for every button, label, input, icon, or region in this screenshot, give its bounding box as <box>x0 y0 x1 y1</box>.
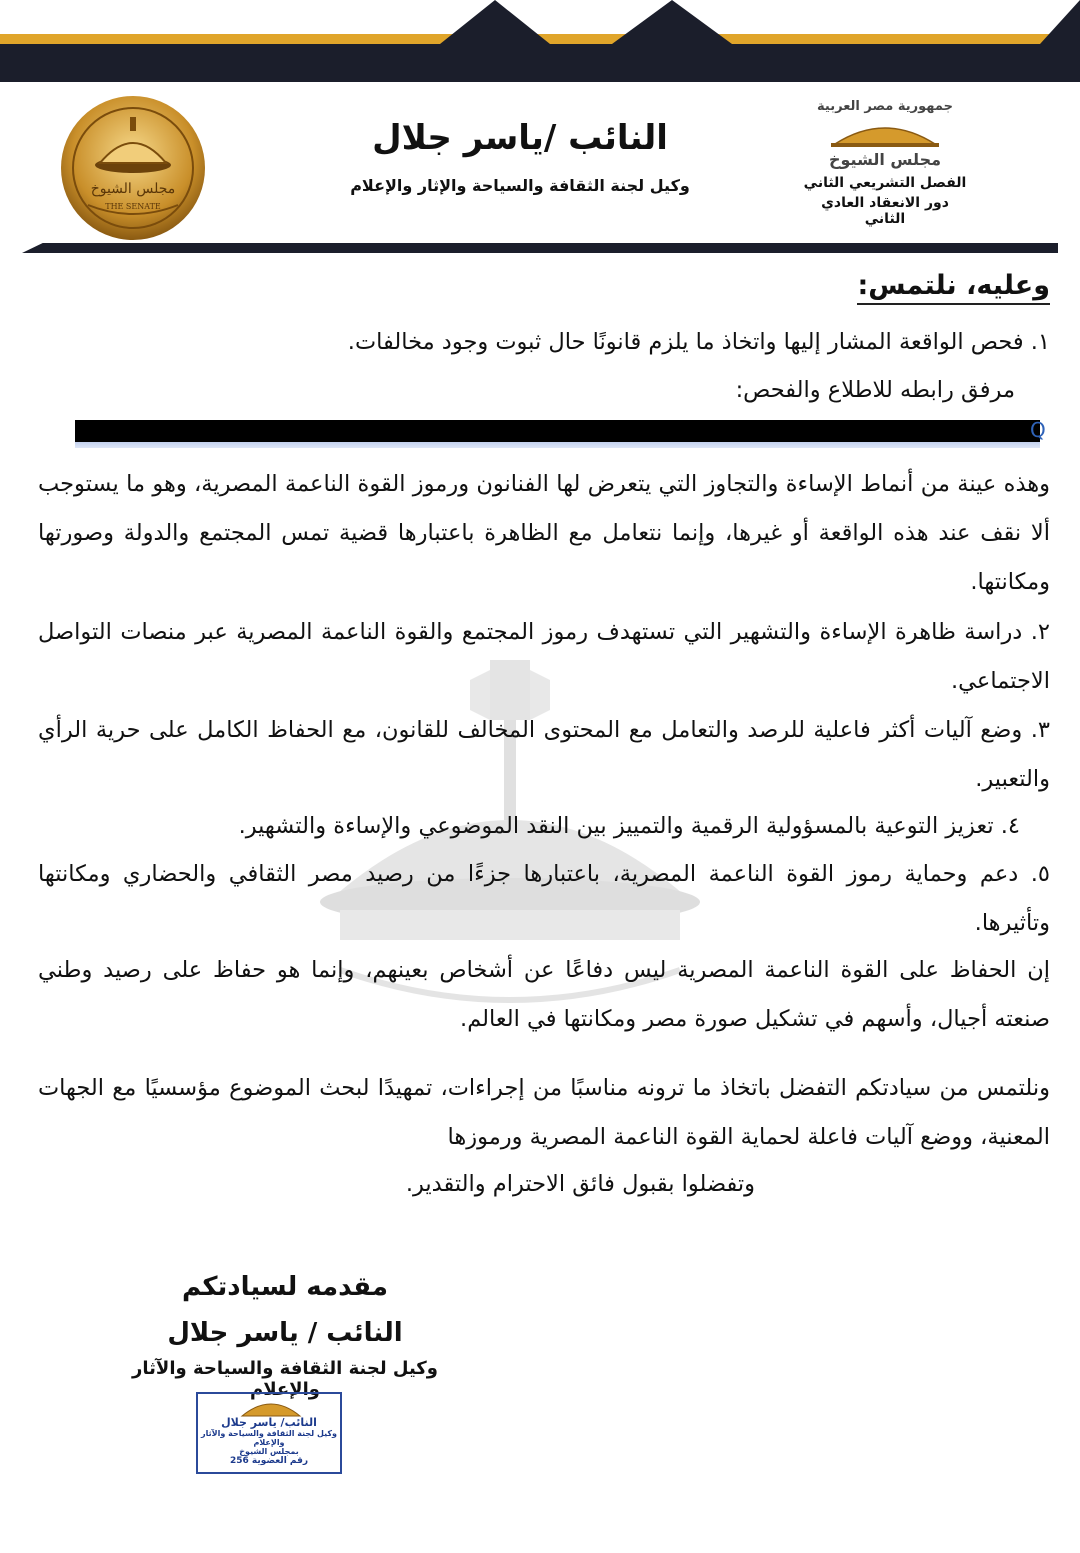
link-underline <box>75 442 1040 448</box>
stamp-role: وكيل لجنة الثقافة والسياحة والآثار والإعلام <box>201 1429 337 1447</box>
attachment-label: مرفق رابطه للاطلاع والفحص: <box>735 377 1015 403</box>
paragraph-heritage: إن الحفاظ على القوة الناعمة المصرية ليس دفاعًا عن أشخاص بعينهم، وإنما هو حفاظ على رصيد وطني صنعته أجيال، وأسهم في تشكيل صورة مصر ومكانتها في العالم. <box>38 957 1050 1032</box>
signature-intro: مقدمه لسيادتكم <box>182 1272 388 1302</box>
senate-seal-logo <box>60 95 206 241</box>
request-item-1: ١. فحص الواقعة المشار إليها واتخاذ ما يلزم قانونًا حال ثبوت وجود مخالفات. <box>347 329 1050 355</box>
letterhead-title: النائب /ياسر جلال <box>372 118 668 158</box>
signature-name: النائب / ياسر جلال <box>167 1318 403 1348</box>
senate-label: مجلس الشيوخ <box>828 150 942 169</box>
banner-notch <box>612 0 732 44</box>
request-item-5: ٥. دعم وحماية رموز القوة الناعمة المصرية، باعتبارها جزءًا من رصيد مصر الثقافي والحضاري ومكانتها وتأثيرها. <box>38 861 1050 936</box>
stamp-body: بمجلس الشيوخ <box>239 1447 299 1456</box>
official-stamp <box>196 1392 342 1474</box>
stamp-membership: رقم العضوية 256 <box>229 1456 309 1466</box>
paragraph-sample: وهذه عينة من أنماط الإساءة والتجاوز التي يتعرض لها الفنانون ورموز القوة الناعمة المصرية، وهو ما يستوجب ألا نقف عند هذه الواقعة أو غيرها، وإنما نتعامل مع الظاهرة باعتبارها قضية تمس المجتمع والدولة وصورتها ومكانتها. <box>38 471 1050 595</box>
signature-title: وكيل لجنة الثقافة والسياحة والآثار والإعلام <box>132 1358 438 1400</box>
banner-navy-band <box>0 44 1080 82</box>
stamp-dome-icon <box>238 1396 304 1418</box>
request-heading: وعليه، نلتمس: <box>857 270 1050 305</box>
legislative-term: الفصل التشريعي الثاني <box>803 175 967 191</box>
request-item-3: ٣. وضع آليات أكثر فاعلية للرصد والتعامل مع المحتوى المخالف للقانون، مع الحفاظ الكامل على حرية الرأي والتعبير. <box>38 717 1050 792</box>
banner-notch <box>1040 0 1080 44</box>
banner-notch <box>440 0 550 44</box>
request-item-4: ٤. تعزيز التوعية بالمسؤولية الرقمية والتمييز بين النقد الموضوعي والإساءة والتشهير. <box>238 813 1020 839</box>
dome-icon <box>825 118 945 148</box>
senate-letterhead-block <box>800 95 970 245</box>
session-label: دور الانعقاد العادي الثاني <box>821 195 949 227</box>
top-banner <box>0 0 1080 82</box>
svg-text:مجلس الشيوخ: مجلس الشيوخ <box>90 181 176 197</box>
paragraph-request: ونلتمس من سيادتكم التفضل باتخاذ ما ترونه مناسبًا من إجراءات، تمهيدًا لبحث الموضوع مؤسسيًا مع الجهات المعنية، ووضع آليات فاعلة لحماية القوة الناعمة المصرية ورموزها <box>38 1075 1050 1150</box>
closing-line: وتفضلوا بقبول فائق الاحترام والتقدير. <box>405 1171 755 1197</box>
republic-label: جمهورية مصر العربية <box>817 99 953 114</box>
svg-text:THE SENATE: THE SENATE <box>105 202 161 211</box>
link-tail-text[interactable]: Q <box>1030 418 1046 442</box>
letterhead-subtitle: وكيل لجنة الثقافة والسياحة والإثار والإعلام <box>350 176 690 195</box>
stamp-name: النائب/ ياسر جلال <box>221 1416 317 1429</box>
request-item-2: ٢. دراسة ظاهرة الإساءة والتشهير التي تستهدف رموز المجتمع والقوة الناعمة المصرية عبر منصات التواصل الاجتماعي. <box>38 619 1050 694</box>
redacted-link <box>75 420 1040 442</box>
header-divider <box>22 243 1058 253</box>
